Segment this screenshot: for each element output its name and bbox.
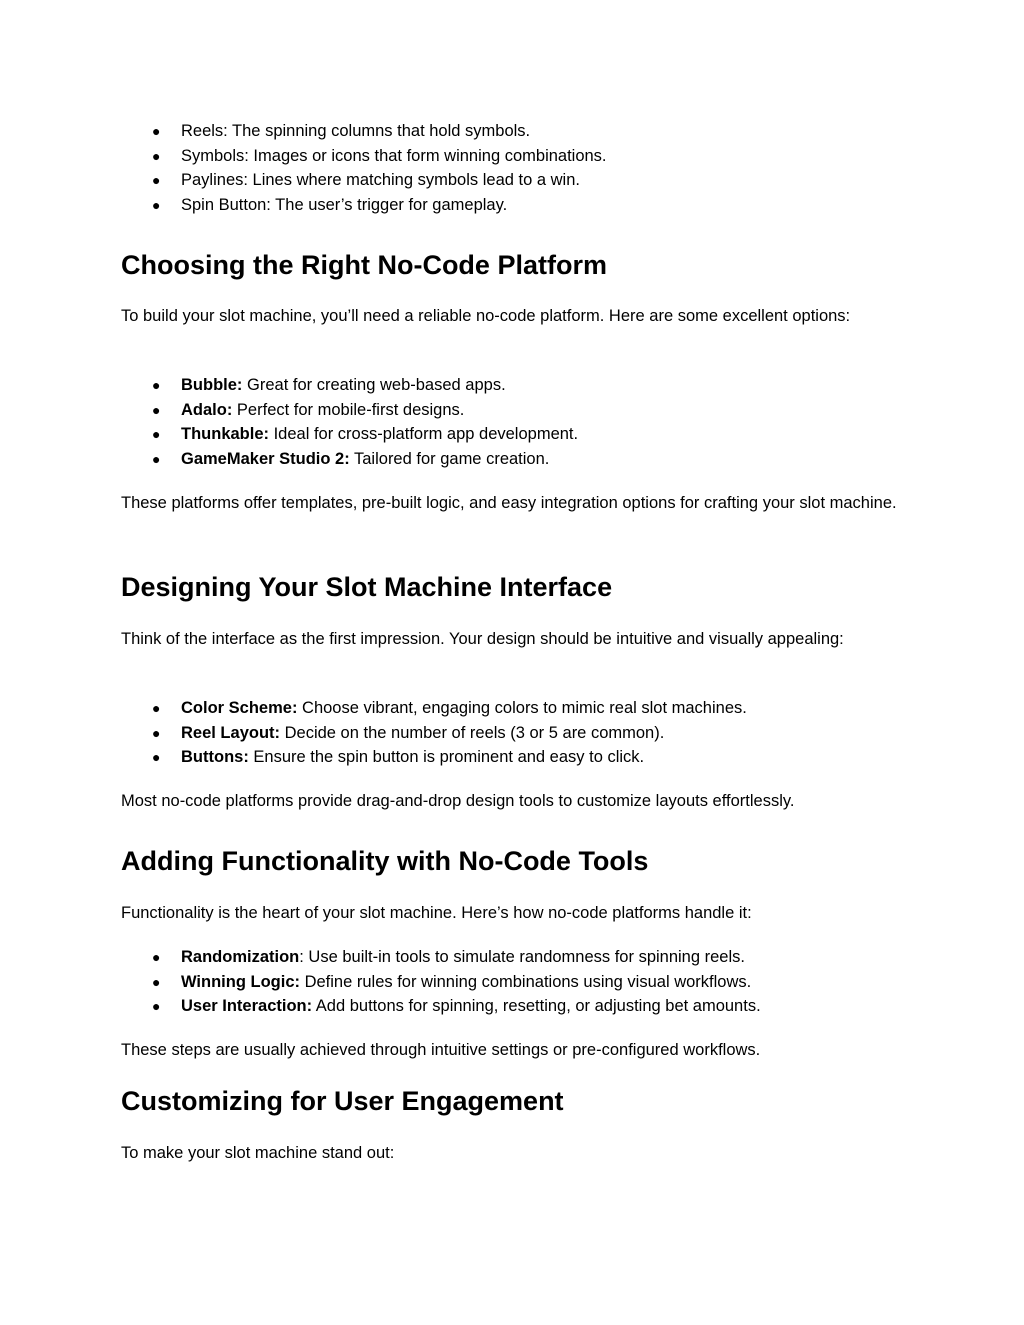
list-item xyxy=(152,447,912,472)
functionality-list xyxy=(152,945,912,1019)
section-outro-platform: These platforms offer templates, pre-built logic, and easy integration options for crafting your slot machine. xyxy=(121,494,897,512)
bullet-icon: ● xyxy=(152,949,161,965)
list-item-text: Tailored for game creation. xyxy=(349,449,550,468)
bullet-icon: ● xyxy=(152,377,161,393)
list-item-term: Color Scheme: xyxy=(181,699,298,717)
list-item xyxy=(152,144,912,169)
list-item xyxy=(152,422,912,447)
list-item-text: Spin Button: The user’s trigger for gameplay. xyxy=(181,195,508,214)
bullet-icon: ● xyxy=(152,172,161,188)
list-item-text: Decide on the number of reels (3 or 5 are common). xyxy=(280,723,665,742)
bullet-icon: ● xyxy=(152,998,161,1014)
list-item-term: Bubble: xyxy=(181,376,243,394)
list-item-text: Add buttons for spinning, resetting, or adjusting bet amounts. xyxy=(312,997,761,1015)
bullet-icon: ● xyxy=(152,426,161,442)
list-item-term: Winning Logic: xyxy=(181,972,300,991)
list-item xyxy=(152,994,912,1019)
section-outro-functionality: These steps are usually achieved through intuitive settings or pre-configured workflows. xyxy=(121,1041,761,1059)
list-item xyxy=(152,745,912,770)
list-item-text: Ideal for cross-platform app development. xyxy=(269,425,579,443)
list-item-text: : Use built-in tools to simulate randomness for spinning reels. xyxy=(299,948,745,966)
list-item-term: Reel Layout: xyxy=(181,723,281,742)
section-intro-functionality: Functionality is the heart of your slot machine. Here’s how no-code platforms handle it: xyxy=(121,904,752,922)
list-item-text: Reels: The spinning columns that hold symbols. xyxy=(181,122,531,140)
list-item-text: Symbols: Images or icons that form winning combinations. xyxy=(181,146,607,165)
section-heading-engagement: Customizing for User Engagement xyxy=(121,1086,564,1116)
list-item-text: Paylines: Lines where matching symbols lead to a win. xyxy=(181,171,580,189)
bullet-icon: ● xyxy=(152,700,161,716)
list-item-text: Ensure the spin button is prominent and easy to click. xyxy=(248,748,645,766)
section-heading-design: Designing Your Slot Machine Interface xyxy=(121,572,613,602)
list-item xyxy=(152,721,912,746)
list-item-text: Perfect for mobile-first designs. xyxy=(232,400,465,419)
bullet-icon: ● xyxy=(152,724,161,741)
bullet-icon: ● xyxy=(152,401,161,418)
list-item xyxy=(152,945,912,970)
list-item-term: Adalo: xyxy=(181,400,233,419)
bullet-icon: ● xyxy=(152,196,161,213)
section-outro-design: Most no-code platforms provide drag-and-drop design tools to customize layouts effortlessly. xyxy=(121,792,795,810)
slot-components-list xyxy=(152,119,912,217)
design-list xyxy=(152,696,912,770)
platform-list xyxy=(152,373,912,471)
bullet-icon: ● xyxy=(152,123,161,139)
list-item xyxy=(152,119,912,144)
list-item-term: Buttons: xyxy=(181,748,249,766)
list-item-text: Define rules for winning combinations using visual workflows. xyxy=(300,972,752,991)
list-item-term: Randomization xyxy=(181,948,300,966)
section-intro-platform: To build your slot machine, you’ll need a reliable no-code platform. Here are some excellent options: xyxy=(121,307,851,325)
bullet-icon: ● xyxy=(152,749,161,765)
list-item xyxy=(152,970,912,995)
list-item-text: Great for creating web-based apps. xyxy=(242,376,506,394)
list-item xyxy=(152,193,912,218)
bullet-icon: ● xyxy=(152,147,161,164)
section-intro-engagement: To make your slot machine stand out: xyxy=(121,1144,395,1162)
section-intro-design: Think of the interface as the first impression. Your design should be intuitive and visually appealing: xyxy=(121,630,844,648)
list-item-term: Thunkable: xyxy=(181,425,270,443)
section-heading-platform: Choosing the Right No-Code Platform xyxy=(121,250,607,280)
bullet-icon: ● xyxy=(152,973,161,990)
list-item-text: Choose vibrant, engaging colors to mimic real slot machines. xyxy=(297,699,747,717)
list-item xyxy=(152,168,912,193)
section-heading-functionality: Adding Functionality with No-Code Tools xyxy=(121,846,649,876)
list-item xyxy=(152,696,912,721)
list-item xyxy=(152,398,912,423)
list-item xyxy=(152,373,912,398)
list-item-term: User Interaction: xyxy=(181,997,313,1015)
bullet-icon: ● xyxy=(152,450,161,467)
list-item-term: GameMaker Studio 2: xyxy=(181,449,350,468)
